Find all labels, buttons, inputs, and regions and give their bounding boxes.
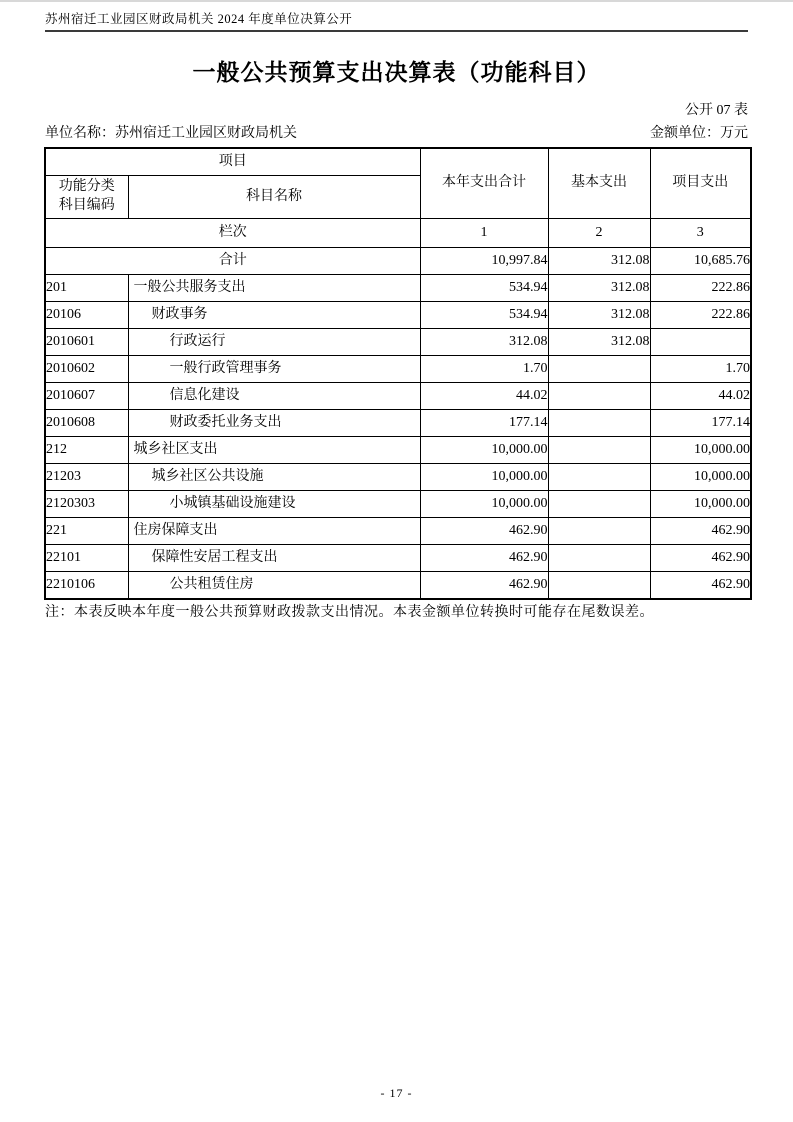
code-cell: 2010607 <box>45 383 128 410</box>
basic-cell: 312.08 <box>548 275 650 302</box>
basic-cell <box>548 518 650 545</box>
table-row <box>45 437 751 464</box>
meta-row <box>45 122 748 142</box>
subject-name-cell: 城乡社区支出 <box>128 437 420 464</box>
basic-cell: 312.08 <box>548 248 650 275</box>
header-subject: 科目名称 <box>128 176 420 219</box>
project-cell: 10,685.76 <box>650 248 751 275</box>
doc-caption: 苏州宿迁工业园区财政局机关 2024 年度单位决算公开 <box>45 12 748 32</box>
project-cell: 10,000.00 <box>650 464 751 491</box>
table-row <box>45 275 751 302</box>
subject-name-cell: 公共租赁住房 <box>128 572 420 600</box>
header-code-line1: 功能分类 <box>58 179 115 195</box>
subject-name-cell: 城乡社区公共设施 <box>128 464 420 491</box>
total-cell: 534.94 <box>420 275 548 302</box>
code-cell: 21203 <box>45 464 128 491</box>
column-index-row <box>45 219 751 248</box>
header-col-basic: 基本支出 <box>548 148 650 219</box>
project-cell: 1.70 <box>650 356 751 383</box>
page-title: 一般公共预算支出决算表（功能科目） <box>192 60 601 85</box>
basic-cell <box>548 572 650 600</box>
code-cell: 221 <box>45 518 128 545</box>
subject-name-cell: 一般公共服务支出 <box>128 275 420 302</box>
table-row <box>45 302 751 329</box>
table-row <box>45 356 751 383</box>
basic-cell <box>548 464 650 491</box>
basic-cell: 312.08 <box>548 302 650 329</box>
table-row <box>45 383 751 410</box>
total-row <box>45 248 751 275</box>
project-cell: 222.86 <box>650 302 751 329</box>
total-cell: 462.90 <box>420 545 548 572</box>
table-note: 注：本表反映本年度一般公共预算财政拨款支出情况。本表金额单位转换时可能存在尾数误差。 <box>45 605 654 620</box>
total-cell: 10,000.00 <box>420 491 548 518</box>
page-top-edge <box>0 0 793 2</box>
subject-name-cell: 住房保障支出 <box>128 518 420 545</box>
table-row <box>45 491 751 518</box>
project-cell: 10,000.00 <box>650 491 751 518</box>
code-cell: 2010608 <box>45 410 128 437</box>
budget-table <box>44 147 752 600</box>
subject-name-cell: 保障性安居工程支出 <box>128 545 420 572</box>
code-cell: 2010601 <box>45 329 128 356</box>
unit-name: 单位名称：苏州宿迁工业园区财政局机关 <box>45 126 297 141</box>
code-cell: 2010602 <box>45 356 128 383</box>
code-cell: 22101 <box>45 545 128 572</box>
amount-unit: 金额单位：万元 <box>650 126 748 141</box>
project-cell: 462.90 <box>650 518 751 545</box>
total-cell: 462.90 <box>420 572 548 600</box>
table-row <box>45 545 751 572</box>
table-row <box>45 410 751 437</box>
header-col-total: 本年支出合计 <box>420 148 548 219</box>
table-row <box>45 572 751 600</box>
total-label: 合计 <box>45 248 420 275</box>
code-cell: 201 <box>45 275 128 302</box>
basic-cell <box>548 491 650 518</box>
basic-cell: 312.08 <box>548 329 650 356</box>
basic-cell <box>548 410 650 437</box>
column-index-label: 栏次 <box>45 219 420 248</box>
code-cell: 2210106 <box>45 572 128 600</box>
table-row <box>45 329 751 356</box>
total-cell: 10,997.84 <box>420 248 548 275</box>
subject-name-cell: 行政运行 <box>128 329 420 356</box>
page-number: - 17 - <box>380 1086 413 1100</box>
header-row-project <box>45 148 751 176</box>
table-sheet <box>44 147 752 600</box>
project-cell: 44.02 <box>650 383 751 410</box>
column-index-3: 3 <box>650 219 751 248</box>
total-cell: 44.02 <box>420 383 548 410</box>
column-index-2: 2 <box>548 219 650 248</box>
basic-cell <box>548 437 650 464</box>
project-cell: 222.86 <box>650 275 751 302</box>
header-project: 项目 <box>45 148 420 176</box>
project-cell: 177.14 <box>650 410 751 437</box>
subject-name-cell: 财政委托业务支出 <box>128 410 420 437</box>
project-cell: 462.90 <box>650 545 751 572</box>
code-cell: 212 <box>45 437 128 464</box>
table-body <box>45 275 751 600</box>
total-cell: 10,000.00 <box>420 437 548 464</box>
subject-name-cell: 财政事务 <box>128 302 420 329</box>
header-code-line2: 科目编码 <box>58 198 115 213</box>
table-row <box>45 518 751 545</box>
subject-name-cell: 信息化建设 <box>128 383 420 410</box>
code-cell: 2120303 <box>45 491 128 518</box>
basic-cell <box>548 545 650 572</box>
project-cell: 10,000.00 <box>650 437 751 464</box>
column-index-1: 1 <box>420 219 548 248</box>
header-code <box>45 176 128 219</box>
project-cell <box>650 329 751 356</box>
total-cell: 462.90 <box>420 518 548 545</box>
header-col-project: 项目支出 <box>650 148 751 219</box>
table-number: 公开 07 表 <box>685 103 748 118</box>
basic-cell <box>548 383 650 410</box>
project-cell: 462.90 <box>650 572 751 600</box>
total-cell: 534.94 <box>420 302 548 329</box>
code-cell: 20106 <box>45 302 128 329</box>
total-cell: 10,000.00 <box>420 464 548 491</box>
basic-cell <box>548 356 650 383</box>
total-cell: 312.08 <box>420 329 548 356</box>
subject-name-cell: 小城镇基础设施建设 <box>128 491 420 518</box>
total-cell: 177.14 <box>420 410 548 437</box>
subject-name-cell: 一般行政管理事务 <box>128 356 420 383</box>
total-cell: 1.70 <box>420 356 548 383</box>
table-row <box>45 464 751 491</box>
